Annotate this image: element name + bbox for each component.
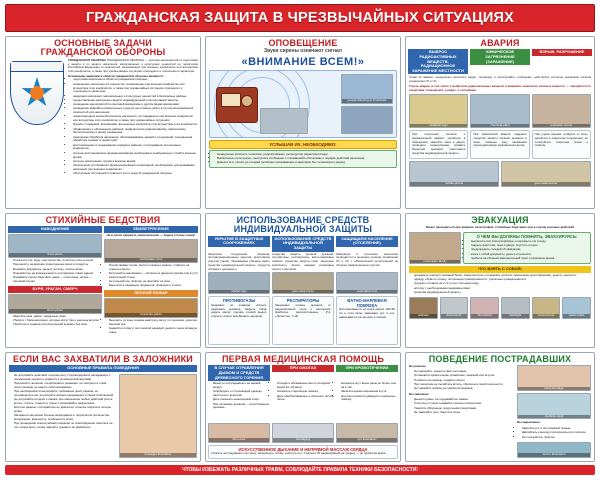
- list-item: • Отключите газ, воду, электричество, погасите огонь в печах.: [13, 259, 102, 263]
- victims-heading: ПОВЕДЕНИЕ ПОСТРАДАВШИХ: [428, 354, 572, 364]
- radiation-sign-photo: [409, 94, 468, 128]
- photo-label: flashlight: [502, 314, 529, 318]
- accident-caption-3: ВЗРЫВ, РАЗРУШЕНИЕ: [532, 49, 592, 56]
- forest-list: [104, 319, 198, 335]
- photo-label: storm-photo: [9, 309, 101, 313]
- list-item: • взять с собой документы, деньги и ценности;: [471, 253, 588, 257]
- notification-steps: [209, 150, 397, 169]
- photo-label: bandaging: [273, 438, 333, 442]
- evacuation-remember-box: [463, 232, 591, 264]
- list-item: • санитарная обработка населения, обеззараживание зданий и сооружений, специальная обработка техники и территорий;: [73, 136, 198, 144]
- storm-list: [8, 315, 102, 328]
- photo-label: mobile-phone: [410, 182, 498, 186]
- disasters-heading: СТИХИЙНЫЕ БЕДСТВИЯ: [45, 215, 161, 225]
- list-item: • Не пользуйтесь лифтом, не прыгайте из окон.: [109, 280, 198, 284]
- list-item: • Если выйти невозможно — встаньте в дверном проёме или в углу капитальной стены.: [109, 272, 198, 280]
- firstaid-note: [208, 445, 398, 459]
- list-item: • Не допускайте действий, которые могут спровоцировать нападающих к применению оружия и привести к человеческим жертвам.: [14, 374, 117, 382]
- notification-step-list: [212, 153, 394, 165]
- victims-col3-title: Вы завалены:: [409, 392, 430, 397]
- list-item: • При остановке дыхания — искусственное дыхание.: [213, 403, 270, 411]
- photo-label: evacuation-family: [410, 260, 460, 264]
- ppe-block-1-text: Надевают по команде «Газы!»: задержать дыхание, закрыть глаза, надеть маску, сделать резкий выдох, открыть глаза и возобновить дыхание.: [211, 302, 267, 319]
- ppe-caption-2: ИСПОЛЬЗОВАНИЕ СРЕДСТВ ИНДИВИДУАЛЬНОЙ ЗАЩИТЫ: [272, 236, 334, 252]
- panel-natural-disasters: [5, 213, 201, 348]
- ppe-block-2-text: Защищают органы дыхания от радиоактивной пыли и аэрозолей. Наиболее распространены Р-2, «Лепесток», У-2К.: [275, 302, 331, 319]
- tasks-intro-label: ГРАЖДАНСКАЯ ОБОРОНА: [68, 57, 107, 62]
- medical-mask-photo: [517, 393, 591, 419]
- firstaid-list-3: [336, 382, 398, 402]
- photo-label: explosion-scene: [533, 124, 590, 128]
- list-item: • обеспечение устойчивости функционирования организаций, необходимых для выживания населения при военных конфликтах;: [73, 164, 198, 172]
- first-aid-kit-photo: [470, 297, 499, 319]
- photo-label: chemical-plant: [471, 124, 528, 128]
- documents-photo: [440, 297, 469, 319]
- list-item: • Уберите с балконов вещи, которые могут быть унесены ветром.: [13, 319, 102, 323]
- panel-first-aid: [205, 352, 401, 462]
- disasters-eq-subtitle: Не в силах сдержать землетрясение — будьте готовы к нему!: [106, 233, 196, 238]
- evacuation-know-title: О ЧЁМ ВЫ ДОЛЖНЫ ПОМНИТЬ, ЭВАКУИРУЯСЬ:: [476, 234, 578, 240]
- ppe-block-gasmask: [208, 296, 270, 345]
- shelter-sign-photo: [208, 272, 270, 294]
- list-item: • Двигайтесь к выходу пригнувшись или ползком.: [522, 431, 591, 435]
- poster-footer: ЧТОБЫ ИЗБЕЖАТЬ РАЗЛИЧНЫХ ТРАВМ, СОБЛЮДАЙТЕ ПРАВИЛА ТЕХНИКИ БЕЗОПАСНОСТИ!: [5, 465, 595, 475]
- victims-list-2: [517, 427, 591, 440]
- water-bottle-photo: [562, 297, 591, 319]
- ppe-text-1: Защитные сооружения: убежища, противорадиационные укрытия, простейшие укрытия (щели). Укрываемые обязаны иметь средства индивидуальной защиты, продукты питания и документы.: [208, 251, 270, 271]
- photo-label: gas-mask-photo: [273, 290, 333, 294]
- accident-intro: Узнав об аварии, немедленно включите радио, телевизор и прослушайте сообщение, действуйте согласно указаниям органов управления ГО и ЧС.: [409, 75, 591, 84]
- panel-personal-protection: [205, 213, 401, 348]
- list-item: • продукты питания на 2–3 суток и питьевую воду;: [414, 282, 591, 286]
- poster-title-bar: [5, 4, 595, 32]
- ppe-text-2: Средства защиты органов дыхания: противогазы, респираторы, ватно-марлевые повязки. Средства защиты кожи: защитные комплекты, плащи, накидки, резиновые сапоги и перчатки.: [272, 251, 334, 271]
- list-item: • Позовите на помощь, подайте сигнал.: [414, 379, 515, 383]
- accident-block-3-text: При угрозе взрыва: отойдите от окон, укройтесь в защитном сооружении, не пользуйтесь открытым огнём и лифтом.: [534, 132, 588, 148]
- evacuation-take-title: ЧТО ВЗЯТЬ С СОБОЙ:: [409, 266, 591, 273]
- list-item: • При проведении спецслужбами операции по освобождению ложитесь на пол лицом вниз, голову закройте руками и не двигайтесь.: [14, 422, 117, 430]
- photo-label: gas-mask-worker: [502, 182, 590, 186]
- list-item: • закрыть форточки, окна и двери, опустить шторы;: [471, 244, 588, 248]
- list-item: • эвакуация населения, материальных и культурных ценностей в безопасные районы;: [73, 95, 198, 99]
- ppe-caption-3: ЗАЩИЩАЕМ НАСЕЛЕНИЕ (ОТСЕЛЕНИЕ): [336, 236, 398, 247]
- photo-label: doctor-illustration: [518, 453, 590, 457]
- firstaid-heading: ПЕРВАЯ МЕДИЦИНСКАЯ ПОМОЩЬ: [222, 354, 384, 364]
- accident-block-1: [409, 130, 468, 158]
- list-item: • Если вы ранены, постарайтесь не двигаться, этим вы сократите потерю крови.: [14, 406, 117, 414]
- page-title: ГРАЖДАНСКАЯ ЗАЩИТА В ЧРЕЗВЫЧАЙНЫХ СИТУАЦИЯХ: [86, 10, 514, 26]
- accident-block-2: [470, 130, 529, 158]
- hand-bandage-photo: [517, 365, 591, 391]
- victims-list-3: [409, 398, 515, 415]
- evacuation-heading: ЭВАКУАЦИЯ: [471, 215, 529, 225]
- photo-label: forest-fire-photo: [105, 313, 197, 317]
- photo-label: evacuation-bus: [337, 290, 397, 294]
- ppe-block-respirator: [272, 296, 334, 345]
- firstaid-note-text: Уложить пострадавшего на спину, запрокинуть голову, очистить рот; 2 вдоха и 30 надавливаний на грудину — до прибытия врача.: [211, 451, 387, 456]
- tasks-heading-line1: ОСНОВНЫЕ ЗАДАЧИ: [54, 38, 152, 48]
- list-item: • восстановление и поддержание порядка в районах, пострадавших при военных конфликтах;: [73, 144, 198, 152]
- forest-fire-photo: [104, 298, 198, 318]
- list-item: • Не снимайте повязку до прибытия медиков.: [414, 387, 515, 391]
- panel-evacuation: [405, 213, 595, 348]
- list-item: • проведение мероприятий по световой маскировке и другим видам маскировки;: [73, 103, 198, 107]
- list-item: • Вынести пострадавшего на свежий воздух.: [213, 382, 270, 390]
- explosion-photo: [532, 94, 591, 128]
- hostage-subheading: ОСНОВНЫЕ ПРАВИЛА ПОВЕДЕНИЯ: [9, 365, 197, 372]
- canned-food-photo: [532, 297, 561, 319]
- list-item: • Наложить жгут выше раны не более чем на 1 час.: [341, 382, 398, 390]
- photo-label: earthquake-ruins: [105, 258, 197, 262]
- accident-block-3: [532, 130, 591, 158]
- victims-col2-title: Вы задымлены:: [517, 420, 541, 425]
- photo-label: hostages-illustration: [120, 453, 196, 457]
- ppe-heading-line2: ИНДИВИДУАЛЬНОЙ ЗАЩИТЫ: [233, 224, 373, 235]
- tasks-list-title: Основными задачами в области гражданской обороны являются:: [68, 73, 164, 78]
- list-item: • проведение аварийно-спасательных и других неотложных работ в случае возникновения опасностей для населения;: [73, 107, 198, 115]
- list-item: • Поднимитесь на возвышенность или верхние этажи здания.: [13, 272, 102, 276]
- photo-label: medical-mask: [518, 415, 590, 419]
- flashlight-photo: [501, 297, 530, 319]
- list-item: • Закройте рот и нос влажной тканью.: [522, 427, 591, 431]
- gas-mask-photo: [272, 272, 334, 294]
- list-item: • одежду, обувь по сезону, постельные принадлежности, туалетные принадлежности;: [414, 278, 591, 282]
- earthquake-photo: [104, 239, 198, 263]
- panel-hostage: [5, 352, 201, 462]
- star-icon: [21, 77, 53, 109]
- list-item: • Охладить обожжённое место холодной водой 10–15 минут.: [277, 382, 334, 390]
- photo-label: documents: [441, 314, 468, 318]
- list-item: • Немедленно включить телевизор, радиоприёмник, репродуктор радиотрансляции.: [217, 153, 394, 157]
- tasks-heading-line2: ГРАЖДАНСКОЙ ОБОРОНЫ: [40, 47, 166, 58]
- ppe-block-mask: [336, 296, 398, 345]
- mobile-phone-photo: [409, 161, 499, 187]
- evacuation-family-photo: [409, 232, 461, 264]
- photo-label: radiation-sign: [410, 124, 467, 128]
- car-radio-photo: [260, 108, 308, 134]
- list-item: • Записать время наложения жгута.: [341, 390, 398, 394]
- list-item: • Перенесите на верхние этажи ценные вещи и продукты.: [13, 263, 102, 267]
- doctor-illustration: [517, 442, 591, 458]
- list-item: • Берегитесь падающих предметов, проводов и стекла.: [109, 284, 198, 288]
- ppe-heading: [206, 214, 400, 236]
- emblem-wrap: [8, 59, 66, 206]
- firstaid-note-title: ИСКУССТВЕННОЕ ДЫХАНИЕ И НЕПРЯМОЙ МАССАЖ СЕРДЦА: [238, 446, 368, 452]
- photo-label: flood-photo: [9, 253, 101, 257]
- list-item: • Наложить стерильную повязку.: [277, 390, 334, 394]
- photo-label: shelter-sign: [209, 290, 269, 294]
- photo-label: burn-care: [209, 438, 269, 442]
- list-item: • При необходимости выполняйте требования преступников, не противоречьте им, не рискуйте жизнью окружающих и своей собственной.: [14, 390, 117, 398]
- list-item: • срочное восстановление функционирования необходимых коммунальных служб в военное время;: [73, 152, 198, 160]
- list-item: • аптечку с необходимыми медикаментами;: [414, 287, 591, 291]
- list-item: • оповещение населения об опасностях, возникающих при военных конфликтах или вследствие этих конфликтов, а также при чрезвычайных ситуациях природного и техногенного характера;: [73, 83, 198, 94]
- list-item: • средства индивидуальной защиты.: [414, 291, 591, 295]
- list-item: • Голосом и стуком подавайте сигналы спасателям.: [414, 402, 515, 406]
- list-item: • подготовка населения в области гражданской обороны;: [73, 78, 198, 82]
- accident-heading: АВАРИЯ: [480, 38, 520, 48]
- tasks-heading: [6, 37, 200, 59]
- list-item: • Подавайте сигнал бедствия: днём — полотнище, ночью — световой сигнал.: [13, 276, 102, 284]
- photo-label: canned-food: [533, 314, 560, 318]
- ppe-caption-1: УКРЫТИЕ В ЗАЩИТНЫХ СООРУЖЕНИЯХ: [208, 236, 270, 247]
- siren-illustration: [209, 70, 397, 138]
- list-item: • прибыть на сборный эвакуационный пункт в указанное время.: [471, 257, 588, 261]
- bottom-row: [5, 352, 595, 462]
- list-item: • На рану наложить давящую стерильную повязку.: [341, 395, 398, 403]
- ppe-block-2-title: РЕСПИРАТОРЫ: [286, 298, 320, 304]
- photo-label: hand-bandage: [518, 387, 590, 391]
- radio-receiver-icon: [216, 87, 258, 123]
- chemical-plant-photo: [470, 94, 529, 128]
- list-item: • срочное захоронение трупов в военное время;: [73, 160, 198, 164]
- hostages-illustration: [119, 374, 197, 458]
- list-item: • первоочередное жизнеобеспечение населения, пострадавшего при военных конфликтах или вследствие этих конфликтов, а также при чрезвычайных ситуациях;: [73, 115, 198, 123]
- ppe-block-3-title: ВАТНО-МАРЛЕВАЯ ПОВЯЗКА: [347, 298, 387, 308]
- list-item: • Не паникуйте, оцените своё состояние.: [414, 370, 515, 374]
- suitcase-photo: [409, 297, 438, 319]
- ppe-text-3: Эвакуация и отселение населения проводятся по решению органов управления ГО и ЧС с обязательной регистрацией на сборных эвакуационных пунктах.: [336, 251, 398, 267]
- evacuation-take-list: [409, 274, 591, 295]
- list-item: • При переломе не пытайтесь встать, обеспечьте покой конечности.: [414, 383, 515, 387]
- accident-caption-2: ХИМИЧЕСКОЕ ЗАГРЯЗНЕНИЕ (ЗАРАЖЕНИЕ): [470, 49, 530, 65]
- disasters-eq-title: ЗЕМЛЕТРЯСЕНИЕ: [104, 226, 198, 233]
- firstaid-caption-1: В СЛУЧАЕ ОТРАВЛЕНИЯ ДЫМОМ И СРЕДСТВ ДРЕВЕСНОГО ГОРЕНИЯ: [208, 365, 270, 381]
- list-item: • Не пользуйтесь лифтом.: [522, 436, 591, 440]
- flood-list: [8, 259, 102, 284]
- storm-photo: [8, 294, 102, 314]
- firstaid-caption-2: ПРИ ОЖОГАХ: [272, 365, 334, 372]
- list-item: • борьба с пожарами, возникшими при военных конфликтах или вследствие этих конфликтов;: [73, 123, 198, 127]
- list-item: • документы (паспорт, военный билет, свидетельство о рождении, диплом, пенсионное удостоверение), деньги, ценности;: [414, 274, 591, 278]
- list-item: • Укрепите обрушение подручными средствами.: [414, 407, 515, 411]
- evacuation-bus-photo: [336, 272, 398, 294]
- panel-civil-defense-tasks: [5, 36, 201, 209]
- photo-label: first-aid-kit: [471, 314, 498, 318]
- list-item: • Остановите кровотечение прижатием, повязкой или жгутом.: [414, 374, 515, 378]
- list-item: • выключить все электроприборы и перекрыть газ и воду;: [471, 240, 588, 244]
- gas-mask-worker-photo: [501, 161, 591, 187]
- tasks-intro: [68, 59, 198, 74]
- ppe-block-3-text: Изготавливается из куска марли 100×50 см и слоя ваты; закрывает рот и нос, завязывается на затылке и темени.: [339, 307, 395, 319]
- list-item: • Дать понюхать нашатырный спирт.: [213, 398, 270, 402]
- flood-photo: [8, 234, 102, 258]
- photo-label: cpr-illustration: [337, 438, 397, 442]
- hostage-heading: ЕСЛИ ВАС ЗАХВАТИЛИ В ЗАЛОЖНИКИ: [13, 354, 193, 364]
- firstaid-list-1: [208, 382, 270, 410]
- accident-block-1-text: При получении сигнала о радиационной аварии: укройтесь в помещении, закройте окна и двери, проведите герметизацию, примите йодистый препарат, приготовьте средства индивидуальной защиты.: [412, 132, 466, 155]
- list-item: • Не зажигайте огня, берегите силы.: [414, 411, 515, 415]
- tasks-list: [68, 78, 198, 176]
- list-item: • Освободить от стесняющей одежды, расстегнуть воротник.: [213, 390, 270, 398]
- emblem-civil-defense: [10, 61, 64, 125]
- accident-block-2-text: При химической аварии: наденьте средства защиты органов дыхания и кожи, покиньте зону заражения перпендикулярно направлению ветра.: [473, 132, 527, 148]
- notification-heading: ОПОВЕЩЕНИЕ: [268, 38, 338, 48]
- list-item: • обнаружение и обозначение районов, подвергшихся радиоактивному, химическому, биологическому и иному заражению;: [73, 128, 198, 136]
- middle-row: [5, 213, 595, 348]
- list-item: • Переносите лишения, оскорбления и унижения, не смотрите в глаза преступникам, не ведите себя вызывающе.: [14, 382, 117, 390]
- list-item: • Возьмите документы, деньги, аптечку, тёплые вещи.: [13, 268, 102, 272]
- list-item: • предупредить соседей об эвакуации;: [471, 248, 588, 252]
- photo-label: suitcase: [410, 314, 437, 318]
- photo-label: people-listening-to-broadcast: [342, 99, 392, 103]
- notification-hear-bar: УСЛЫШАВ ИХ, НЕОБХОДИМО:: [209, 140, 397, 149]
- list-item: • Почувствовав толчки, быстро покиньте здание, отойдите на открытое место.: [109, 264, 198, 272]
- photo-label: water-bottle: [563, 314, 590, 318]
- list-item: • Внимательно прослушать, выслушать сообщение о сложившейся обстановке и порядке действий населения.: [217, 157, 394, 161]
- list-item: • Дышите ровно, не поддавайтесь панике.: [414, 398, 515, 402]
- evacuation-know-list: [466, 240, 588, 261]
- burn-care-photo: [208, 423, 270, 443]
- firstaid-list-2: [272, 382, 334, 402]
- tasks-intro-text: ГРАЖДАНСКАЯ ОБОРОНА — система мероприятий по подготовке к защите и по защите населения, материальных и культурных ценностей на территории Российской Федерации от опасностей, возникающих при военных конфликтах или вследствие этих конфликтов, а также при чрезвычайных ситуациях природного и техногенного характера.: [68, 57, 198, 74]
- list-item: • Дать обезболивающее и обильное тёплое питьё.: [277, 395, 334, 403]
- list-item: • Выходите из зоны пожара навстречу ветру по просекам, дорогам, берегам рек.: [109, 319, 198, 327]
- accident-caption-1: ВЫБРОС РАДИОАКТИВНЫХ ВЕЩЕСТВ, РАДИАЦИОННОЕ ЗАРАЖЕНИЕ МЕСТНОСТИ: [408, 49, 468, 74]
- ppe-block-1-title: ПРОТИВОГАЗЫ: [222, 298, 256, 304]
- list-item: • предоставление населению средств индивидуальной и коллективной защиты;: [73, 99, 198, 103]
- bandaging-photo: [272, 423, 334, 443]
- panel-notification: [205, 36, 401, 209]
- list-item: • Укройтесь в подвале или внутренней комнате без окон.: [13, 323, 102, 327]
- disasters-flood-title: НАВОДНЕНИЕ: [8, 226, 102, 233]
- evacuation-lead: Может проводиться при авариях, катастрофах, стихийных бедствиях или в случае военных действий: [425, 225, 575, 230]
- hostage-rules-list: [9, 374, 117, 430]
- top-row: [5, 36, 595, 209]
- list-item: • Запомните как можно больше информации о террористах (количество, вооружение, внешность, особенности речи).: [14, 414, 117, 422]
- list-item: • Закройте окна, двери, чердачные люки.: [13, 315, 102, 319]
- list-item: • Не допускайте истерик и паники. На совершение любых действий (сесть, встать, попить, сходить в туалет) спрашивайте разрешение.: [14, 398, 117, 406]
- notification-banner: «ВНИМАНИЕ ВСЕМ!»: [241, 55, 365, 68]
- victims-col1-title: Вы ранены:: [409, 364, 427, 369]
- list-item: • обеспечение постоянной готовности сил и средств гражданской обороны.: [73, 172, 198, 176]
- cpr-illustration: [336, 423, 398, 443]
- firstaid-caption-3: ПРИ КРОВОТЕЧЕНИИ: [336, 365, 398, 372]
- victims-list-1: [409, 370, 515, 391]
- ppe-heading-line1: ИСПОЛЬЗОВАНИЕ СРЕДСТВ: [236, 215, 370, 225]
- emblem-core-icon: [30, 86, 44, 100]
- disasters-storm-title: БУРЯ, УРАГАН, СМЕРЧ: [8, 286, 102, 293]
- notification-subheading: Звуки сирены означают сигнал: [264, 48, 342, 55]
- list-item: • Накройте голову и тело мокрой одеждой, дышите через влажную ткань.: [109, 327, 198, 335]
- person-at-computer-photo: [341, 74, 393, 104]
- disasters-forest-title: ЛЕСНОЙ ПОЖАР: [104, 290, 198, 297]
- street-loudspeaker-photo: [341, 106, 393, 134]
- earthquake-list: [104, 264, 198, 289]
- emblem-band: [11, 62, 63, 72]
- panel-accident: [405, 36, 595, 209]
- panel-victim-behavior: [405, 352, 595, 462]
- list-item: • Довести этот сигнал до соседей (особенно проживающих в квартирах без телевизора и радио).: [217, 161, 394, 165]
- accident-warning: Угроза аварии, в том числе с выбросом радиоактивных веществ и аварийно химически опасных веществ, — передаётся по средствам оповещения, в радио- и телеэфире.: [409, 83, 591, 92]
